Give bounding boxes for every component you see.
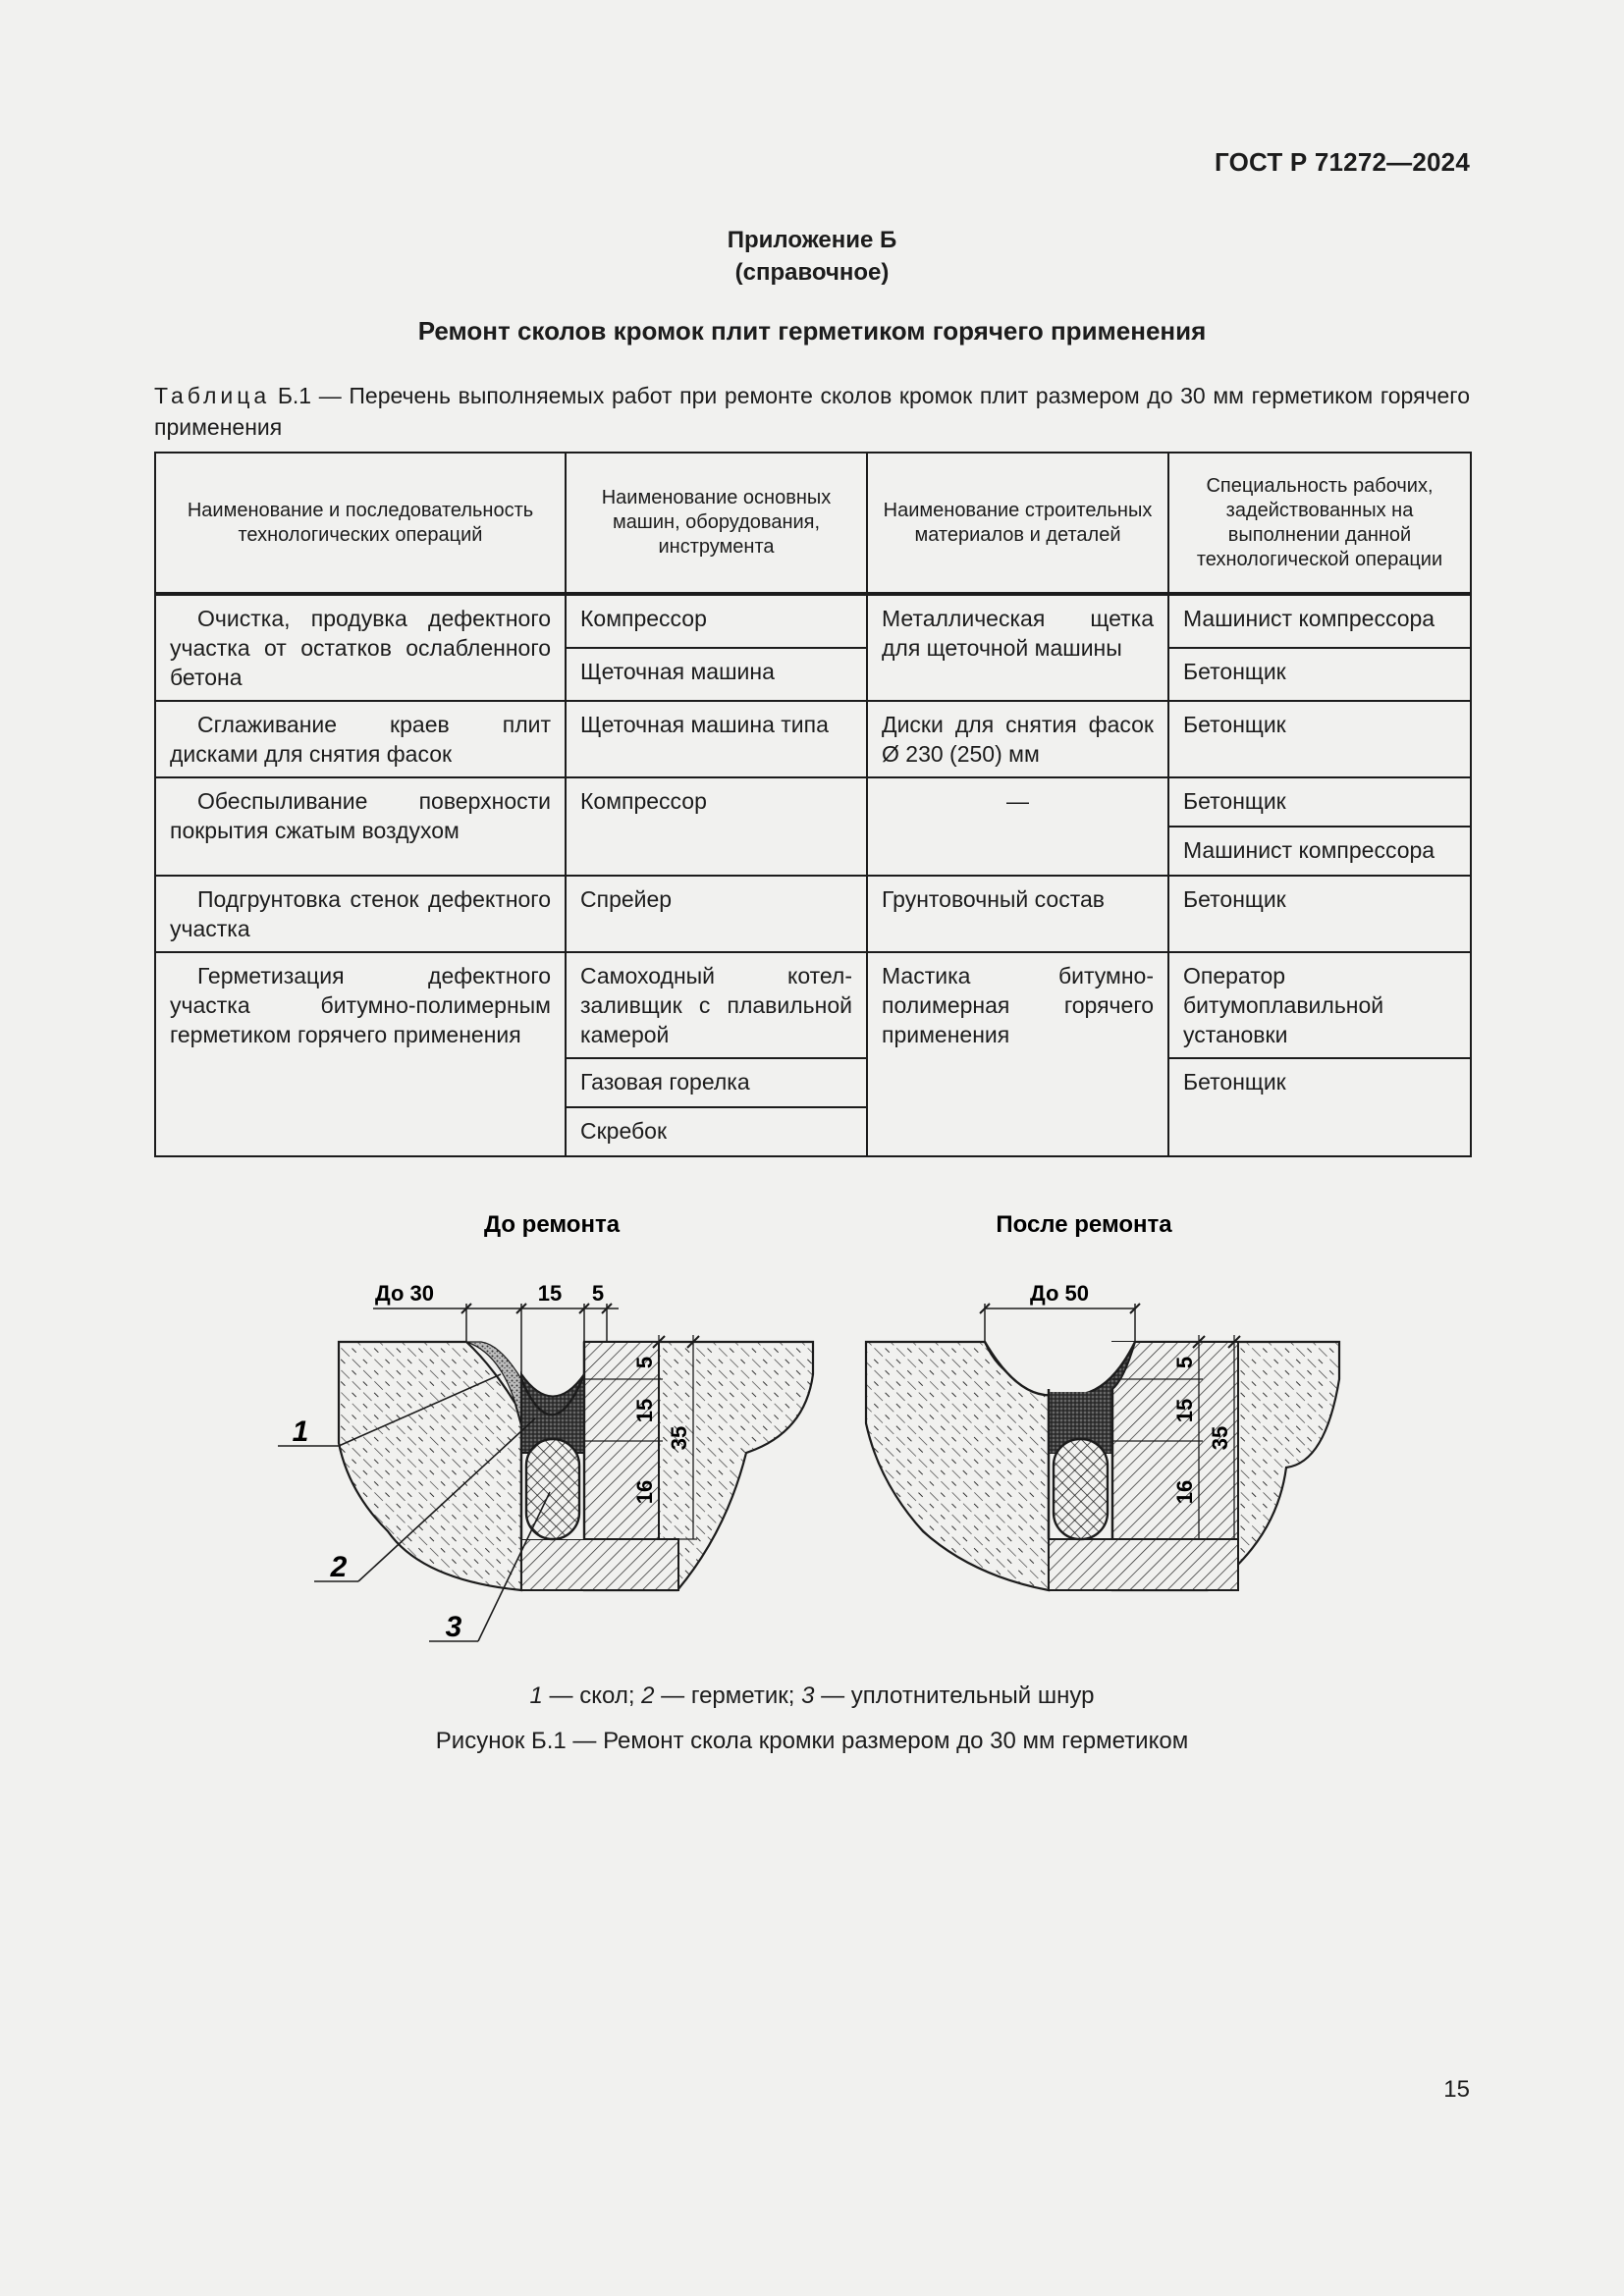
figure-caption: Рисунок Б.1 — Ремонт скола кромки размером до 30 мм герметиком bbox=[435, 1728, 1189, 1754]
table-row bbox=[155, 594, 1471, 648]
callout-1: 1 bbox=[292, 1415, 309, 1448]
table-cell-machine: Компрессор bbox=[566, 777, 867, 876]
dim-35-side: 35 bbox=[667, 1425, 691, 1451]
table-cell-operation: Герметизация дефектного участка битумно-полимерным герметиком горячего применения bbox=[155, 952, 566, 1156]
table-cell-machine: Компрессор bbox=[566, 594, 867, 648]
figure-legend bbox=[0, 1682, 1624, 1710]
title-before-repair: До ремонта bbox=[483, 1211, 621, 1238]
works-table bbox=[154, 452, 1472, 1157]
section-title: Ремонт сколов кромок плит герметиком горячего применения bbox=[417, 316, 1207, 346]
dim-width-after: До 50 bbox=[1030, 1281, 1089, 1306]
table-cell-material: — bbox=[867, 777, 1168, 876]
dim-15-side: 15 bbox=[632, 1398, 657, 1423]
dim-15-top: 15 bbox=[537, 1281, 563, 1306]
table-cell-operation: Сглаживание краев плит дисками для снятия фасок bbox=[155, 701, 566, 777]
header-machines: Наименование основных машин, оборудования, инструмента bbox=[566, 453, 867, 594]
table-cell-machine: Скребок bbox=[566, 1107, 867, 1156]
sealing-cord-after bbox=[1054, 1439, 1108, 1539]
figure-b1 bbox=[0, 1207, 1624, 1679]
table-caption-label: Таблица bbox=[154, 383, 271, 408]
legend-num-1: 1 bbox=[529, 1682, 543, 1709]
callout-3: 3 bbox=[445, 1611, 462, 1643]
dim-35-side-after: 35 bbox=[1208, 1425, 1232, 1451]
legend-text-3: — уплотнительный шнур bbox=[814, 1682, 1095, 1709]
dim-5-side-after: 5 bbox=[1172, 1356, 1197, 1369]
legend-text-2: — герметик; bbox=[654, 1682, 802, 1709]
callout-2: 2 bbox=[330, 1551, 348, 1583]
table-row bbox=[155, 952, 1471, 1058]
legend-text-1: — скол; bbox=[542, 1682, 642, 1709]
table-cell-worker: Машинист компрессора bbox=[1168, 594, 1471, 648]
appendix-type: (справочное) bbox=[734, 259, 890, 286]
table-row bbox=[155, 876, 1471, 952]
table-cell-operation: Подгрунтовка стенок дефектного участка bbox=[155, 876, 566, 952]
table-cell-worker: Машинист компрессора bbox=[1168, 827, 1471, 876]
document-code: ГОСТ Р 71272—2024 bbox=[1215, 147, 1470, 177]
title-after-repair: После ремонта bbox=[996, 1211, 1172, 1238]
table-caption bbox=[154, 380, 1470, 443]
diagram-before-repair bbox=[278, 1211, 813, 1643]
joint-base-after bbox=[1049, 1539, 1238, 1590]
table-cell-worker: Бетонщик bbox=[1168, 876, 1471, 952]
dim-15-side-after: 15 bbox=[1172, 1398, 1197, 1423]
joint-base bbox=[521, 1539, 678, 1590]
table-cell-material: Металлическая щетка для щеточной машины bbox=[867, 594, 1168, 701]
repair-diagram bbox=[0, 1207, 1624, 1679]
header-workers: Специальность рабочих, задействованных на выполнении данной технологической операции bbox=[1168, 453, 1471, 594]
header-materials: Наименование строительных материалов и деталей bbox=[867, 453, 1168, 594]
table-cell-worker: Бетонщик bbox=[1168, 1058, 1471, 1156]
dim-5-top: 5 bbox=[591, 1281, 605, 1306]
table-cell-machine: Самоходный котел-заливщик с плавильной камерой bbox=[566, 952, 867, 1058]
table-cell-machine: Щеточная машина типа bbox=[566, 701, 867, 777]
table-caption-text: Б.1 — Перечень выполняемых работ при ремонте сколов кромок плит размером до 30 мм герметиком горячего применения bbox=[154, 383, 1470, 440]
dim-16-side: 16 bbox=[632, 1479, 657, 1505]
table-cell-machine: Щеточная машина bbox=[566, 648, 867, 701]
dim-5-side: 5 bbox=[632, 1356, 657, 1369]
page-number: 15 bbox=[1443, 2076, 1470, 2103]
table-row bbox=[155, 777, 1471, 827]
left-slab bbox=[339, 1342, 521, 1590]
table-cell-machine: Спрейер bbox=[566, 876, 867, 952]
table-cell-material: Мастика битумно-полимерная горячего применения bbox=[867, 952, 1168, 1156]
header-operations: Наименование и последовательность технологических операций bbox=[155, 453, 566, 594]
table-cell-material: Диски для снятия фасок Ø 230 (250) мм bbox=[867, 701, 1168, 777]
legend-num-3: 3 bbox=[801, 1682, 815, 1709]
table-cell-worker: Бетонщик bbox=[1168, 777, 1471, 827]
table-cell-material: Грунтовочный состав bbox=[867, 876, 1168, 952]
appendix-title: Приложение Б bbox=[727, 227, 897, 253]
table-cell-operation: Очистка, продувка дефектного участка от остатков ослабленного бетона bbox=[155, 594, 566, 701]
diagram-after-repair bbox=[866, 1211, 1339, 1590]
table-header-row bbox=[155, 453, 1471, 594]
table-cell-worker: Оператор битумоплавильной установки bbox=[1168, 952, 1471, 1058]
appendix-heading bbox=[0, 224, 1624, 289]
table-cell-worker: Бетонщик bbox=[1168, 701, 1471, 777]
dim-16-side-after: 16 bbox=[1172, 1479, 1197, 1505]
table-cell-operation: Обеспыливание поверхности покрытия сжатым воздухом bbox=[155, 777, 566, 876]
dim-width-before: До 30 bbox=[375, 1281, 434, 1306]
table-cell-worker: Бетонщик bbox=[1168, 648, 1471, 701]
table-row bbox=[155, 701, 1471, 777]
table-cell-machine: Газовая горелка bbox=[566, 1058, 867, 1107]
legend-num-2: 2 bbox=[641, 1682, 655, 1709]
